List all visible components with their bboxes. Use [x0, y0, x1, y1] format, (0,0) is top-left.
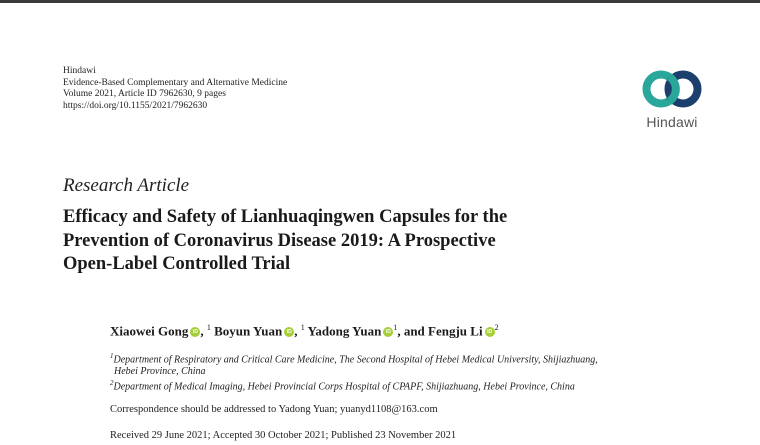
author-list: Xiaowei Gong iD , $^1$ Boyun Yuan iD , $^1$ Yadong Yuan $iD^1$, and Fengju Li $iD^2$ — [110, 323, 499, 339]
affiliation-marker: 1 — [206, 323, 211, 332]
article-type: Research Article — [63, 175, 190, 196]
author-name: Boyun Yuan — [214, 323, 283, 339]
affiliation-marker: 2 — [494, 323, 499, 332]
hindawi-logo — [632, 66, 712, 134]
author-name: Yadong Yuan — [307, 323, 382, 339]
doi-link[interactable]: https://doi.org/10.1155/2021/7962630 — [63, 100, 208, 111]
title-line: Prevention of Coronavirus Disease 2019: A Prospective — [63, 230, 496, 251]
correspondence: Correspondence should be addressed to Yadong Yuan; yuanyd1108@163.com — [110, 404, 438, 415]
publisher-name: Hindawi — [63, 66, 96, 76]
affiliation-2: $^2$Department of Medical Imaging, Hebei Provincial Corps Hospital of CPAPF, Shijiazhuang, Hebei Province, China — [110, 379, 575, 393]
volume-info: Volume 2021, Article ID 7962630, 9 pages — [63, 89, 226, 99]
author-name: Xiaowei Gong — [110, 323, 189, 339]
orcid-icon[interactable]: iD — [383, 327, 393, 337]
article-title — [63, 206, 703, 277]
affiliation-1: $^1$Department of Respiratory and Critical Care Medicine, The Second Hospital of Hebei Medical University, Shijiazhuang, Hebei Province, China — [110, 352, 598, 378]
hindawi-rings-icon — [638, 66, 706, 112]
title-line: Open-Label Controlled Trial — [63, 254, 291, 274]
author-name: Fengju Li — [428, 323, 483, 339]
orcid-icon[interactable]: iD — [485, 327, 495, 337]
journal-metadata — [63, 66, 287, 112]
affiliation-marker: 1 — [300, 323, 305, 332]
top-border — [0, 0, 760, 3]
publication-dates: Received 29 June 2021; Accepted 30 October 2021; Published 23 November 2021 — [110, 430, 457, 441]
journal-name: Evidence-Based Complementary and Alternative Medicine — [63, 77, 288, 88]
logo-text: Hindawi — [646, 114, 698, 130]
orcid-icon[interactable]: iD — [190, 327, 200, 337]
orcid-icon[interactable]: iD — [284, 327, 294, 337]
affiliation-marker: 1 — [393, 323, 398, 332]
title-line: Efficacy and Safety of Lianhuaqingwen Capsules for the — [63, 207, 508, 227]
